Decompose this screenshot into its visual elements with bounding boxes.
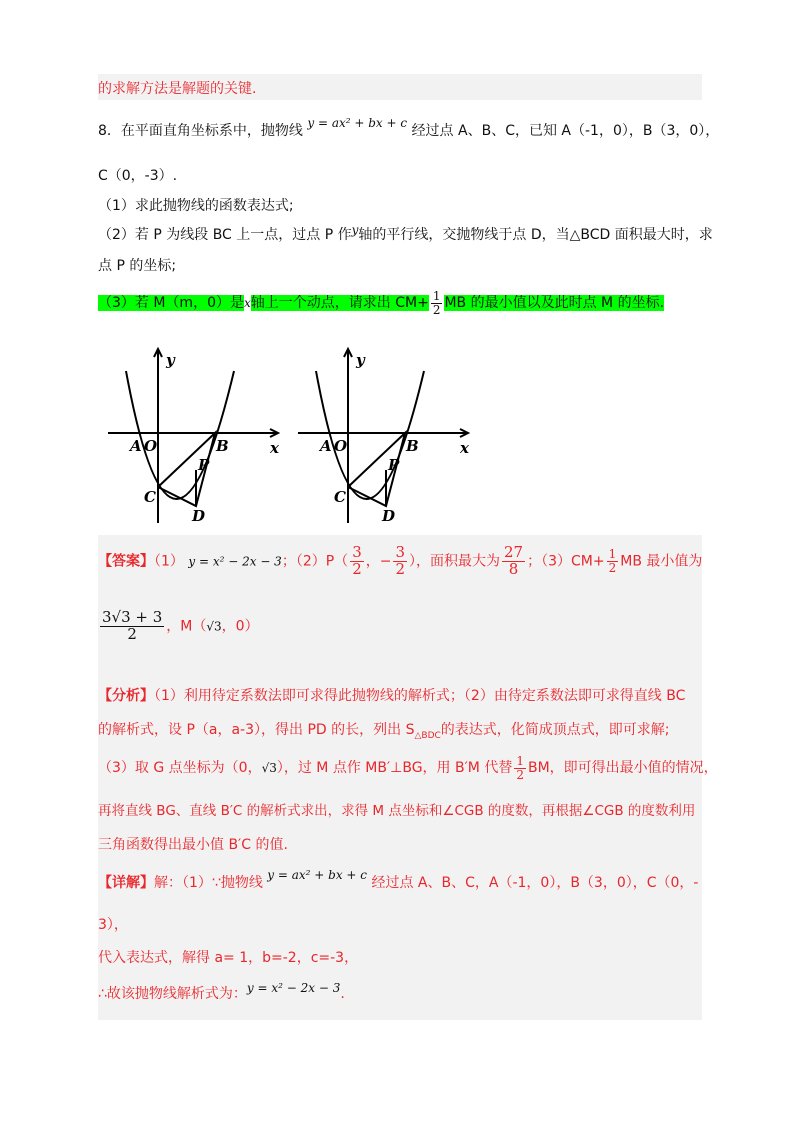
- prev-answer-text: 的求解方法是解题的关键.: [98, 81, 257, 97]
- answer-tag: 【答案】: [98, 553, 154, 570]
- detail-eq: y = ax² + bx + c: [267, 868, 368, 882]
- graph-left-C: C: [144, 488, 156, 506]
- graph-left-D: D: [192, 507, 206, 525]
- graph-right-y-label: y: [356, 351, 365, 369]
- q8-part3: （3）若 M（m，0）是x轴上一个动点，请求出 CM+ $\frac{1}{2}$ MB 的最小值以及此时点 M 的坐标.: [98, 289, 665, 317]
- q8-part2-cont: 点 P 的坐标;: [98, 258, 177, 274]
- graph-right-B: B: [406, 437, 419, 455]
- parabola-graph-right: [290, 345, 480, 530]
- graph-right-O: O: [334, 437, 348, 455]
- analysis-tag: 【分析】: [98, 688, 154, 704]
- detail-line1: 【详解】解：（1）∵抛物线 y = ax² + bx + c 经过点 A、B、C，A（-1，0），B（3，0），C（0，-: [98, 868, 699, 891]
- prev-answer-tail: [98, 74, 702, 100]
- answer-line2: $\frac{3√3 + 3}{2}$ ，M（√3，0）: [102, 608, 259, 643]
- graph-right-x-label: x: [460, 439, 469, 457]
- detail-line2: 3），: [98, 917, 128, 933]
- graph-left-y-label: y: [166, 351, 175, 369]
- graph-left-B: B: [216, 437, 229, 455]
- analysis-line4: 再将直线 BG、直线 B′C 的解析式求出，求得 M 点坐标和∠CGB 的度数，再根据∠CGB 的度数利用: [98, 803, 696, 819]
- q8-line2: C（0，-3）.: [98, 168, 178, 184]
- parabola-graph-left: [100, 345, 290, 530]
- graph-right-D: D: [382, 507, 396, 525]
- graph-left-O: O: [144, 437, 158, 455]
- graph-left-A: A: [130, 437, 142, 455]
- graph-right-A: A: [320, 437, 332, 455]
- analysis-line3: （3）取 G 点坐标为（0，√3），过 M 点作 MB′⊥BG，用 B′M 代替 $\frac{1}{2}$ BM，即可得出最小值的情况，: [98, 754, 718, 782]
- graph-right-C: C: [334, 488, 346, 506]
- analysis-line5: 三角函数得出最小值 B′C 的值.: [98, 837, 288, 853]
- half-fraction: $\frac{1}{2}$: [432, 289, 441, 317]
- analysis-line1: 【分析】（1）利用待定系数法即可求得此抛物线的解析式；（2）由待定系数法即可求得直线 BC: [98, 688, 686, 704]
- graph-left-x-label: x: [270, 439, 279, 457]
- detail-tag: 【详解】: [98, 875, 154, 891]
- q8-part2: （2）若 P 为线段 BC 上一点，过点 P 作y轴的平行线，交抛物线于点 D，当△BCD 面积最大时，求: [98, 223, 713, 243]
- detail-line4: ∴故该抛物线解析式为：y = x² − 2x − 3.: [98, 981, 345, 1002]
- answer-line: 【答案】（1） y = x² − 2x − 3；（2）P（ $\frac{3}{2}$ ，− $\frac{3}{2}$ ），面积最大为 $\frac{27}{8}$ ；（3）CM+ $\frac{1}{2}$ MB 最小值为: [98, 543, 703, 578]
- answer-eq1: y = x² − 2x − 3: [188, 554, 282, 569]
- graph-right-P: P: [388, 456, 400, 474]
- parabola-equation: y = ax² + bx + c: [307, 116, 408, 130]
- q8-line1: 8．在平面直角坐标系中，抛物线 y = ax² + bx + c 经过点 A、B、C，已知 A（-1，0），B（3，0），: [98, 116, 720, 139]
- q8-part1: （1）求此抛物线的函数表达式;: [98, 198, 294, 214]
- analysis-line2: 的解析式，设 P（a，a-3），得出 PD 的长，列出 $S_{\triangle BDC}$的表达式，化简成顶点式，即可求解;: [98, 722, 670, 741]
- graph-left-P: P: [198, 456, 210, 474]
- detail-line3: 代入表达式，解得 a= 1，b=-2，c=-3，: [98, 950, 359, 966]
- answer-min-value: $\frac{3√3 + 3}{2}$: [102, 608, 163, 643]
